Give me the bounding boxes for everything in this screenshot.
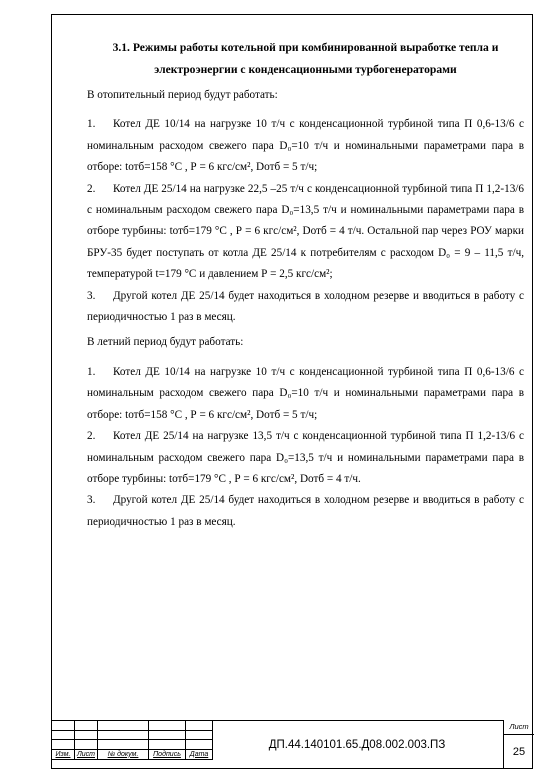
title-block-stamp xyxy=(51,720,533,769)
stamp-grid xyxy=(51,720,213,760)
sheet-box xyxy=(503,720,534,769)
summer-item-2: 2. Котел ДЕ 25/14 на нагрузке 13,5 т/ч с конденсационной турбиной типа П 1,2-13/6 с номинальным расходом свежего пара D₀=13,5 т/ч и номинальными параметрами пара в отборе турбины: tотб=179 °С , Р = 6 кгс/см², Dотб = 4 т/ч. xyxy=(87,430,524,485)
summer-item-1: 1. Котел ДЕ 10/14 на нагрузке 10 т/ч с конденсационной турбиной типа П 0,6-13/6 с номинальным расходом свежего пара D₀=10 т/ч и номинальными параметрами пара в отборе: tотб=158 °С , Р = 6 кгс/см², Dотб = 5 т/ч; xyxy=(87,365,524,421)
summer-intro: В летний период будут работать: xyxy=(87,336,244,349)
document-code: ДП.44.140101.65.Д08.002.003.ПЗ xyxy=(268,738,446,751)
winter-intro: В отопительный период будут работать: xyxy=(87,89,278,101)
stamp-col-sign: Подпись xyxy=(149,749,186,759)
stamp-col-date: Дата xyxy=(186,749,213,759)
winter-item-1: 1. Котел ДЕ 10/14 на нагрузке 10 т/ч с конденсационной турбиной типа П 0,6-13/6 с номинальным расходом свежего пара D₀=10 т/ч и номинальными параметрами пара в отборе: tотб=158 °С , Р = 6 кгс/см², Dотб = 5 т/ч; xyxy=(87,118,524,174)
sheet-label: Лист xyxy=(504,720,534,735)
section-title-line2: электроэнергии с конденсационными турбогенераторами xyxy=(154,63,457,76)
stamp-col-docnum: № докум. xyxy=(98,749,149,759)
sheet-number: 25 xyxy=(512,746,526,758)
section-title-line1: 3.1. Режимы работы котельной при комбинированной выработке тепла и xyxy=(112,41,499,54)
stamp-col-list: Лист xyxy=(75,749,98,759)
stamp-col-izm: Изм. xyxy=(52,749,75,759)
document-body xyxy=(87,37,524,533)
summer-item-3: 3. Другой котел ДЕ 25/14 будет находиться в холодном резерве и вводиться в работу с периодичностью 1 раз в месяц. xyxy=(87,494,524,528)
winter-item-3: 3. Другой котел ДЕ 25/14 будет находиться в холодном резерве и вводиться в работу с периодичностью 1 раз в месяц. xyxy=(87,289,524,324)
winter-item-2: 2. Котел ДЕ 25/14 на нагрузке 22,5 –25 т/ч с конденсационной турбиной типа П 1,2-13/6 с номинальным расходом свежего пара D₀=13,5 т/ч и номинальными параметрами пара в отборе турбины: tотб=179 °С , Р = 6 кгс/см², Dотб = 4 т/ч. Остальной пар через РОУ марки БРУ-35 будет поступать от котла ДЕ 25/14 к потребителям с расходом D₀ = 9 – 11,5 т/ч, температурой t=179 °С и давлением Р = 2,5 кгс/см²; xyxy=(87,182,524,281)
